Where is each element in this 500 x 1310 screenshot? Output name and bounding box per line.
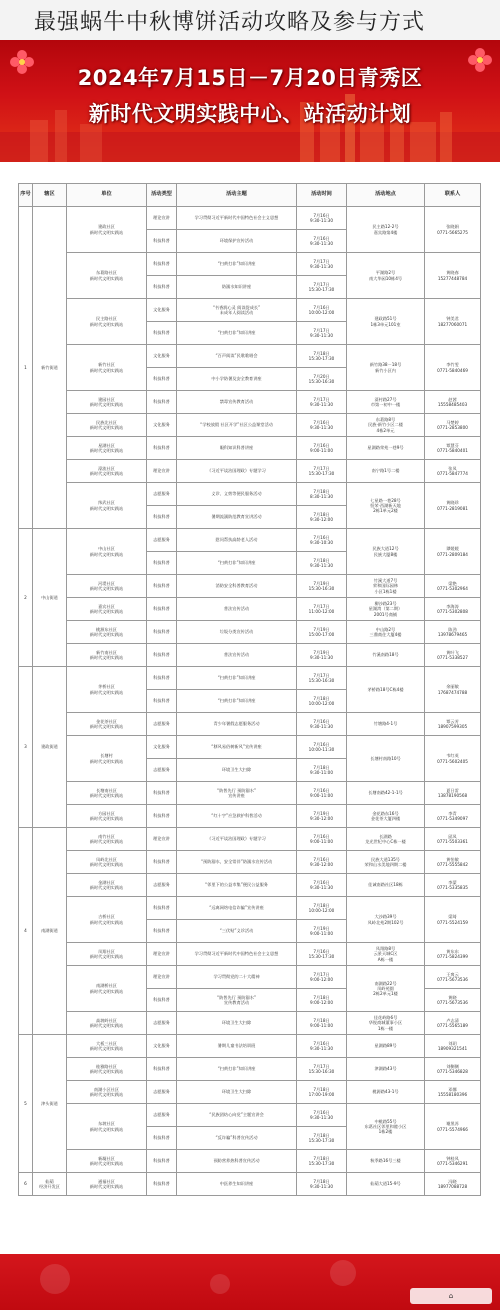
- cell-type: 科技科普: [147, 1058, 177, 1081]
- cell-theme: 环境卫生大扫除: [177, 759, 297, 782]
- cell-place: 民族大道135号 荣和山水美地四期二楼: [347, 851, 425, 874]
- cell-unit: 长塘南社区 新时代文明实践站: [67, 782, 147, 805]
- cell-place: 竹塘路4-1号: [347, 713, 425, 736]
- cell-place: 星湖路89号: [347, 1035, 425, 1058]
- header-contact: 联系人: [425, 184, 481, 207]
- cell-type: 理论宣讲: [147, 943, 177, 966]
- cell-time: 7月19日 15:00-17:00: [297, 621, 347, 644]
- cell-type: 科技科普: [147, 253, 177, 276]
- cell-time: 7月19日 15:30-16:30: [297, 575, 347, 598]
- cell-time: 7月17日 15:30-17:30: [297, 276, 347, 299]
- cell-contact: 邱凤 0771-5503361: [425, 828, 481, 851]
- cell-theme: “扫黄打非”知识讲座: [177, 552, 297, 575]
- cell-type: 科技科普: [147, 920, 177, 943]
- cell-theme: “百声阅读”民歌歌唱会: [177, 345, 297, 368]
- cell-theme: “扫黄打非”知识讲座: [177, 253, 297, 276]
- cell-place: 秋季路16号三楼: [347, 1150, 425, 1173]
- cell-theme: 学习贯彻党的二十大精神: [177, 966, 297, 989]
- cell-theme: “扫黄打非”知识讲座: [177, 322, 297, 345]
- cell-contact: 黄东东 0771-5824399: [425, 943, 481, 966]
- cell-district: 中山街道: [33, 529, 67, 667]
- cell-unit: 建园社区 新时代文明实践站: [67, 391, 147, 414]
- cell-unit: 南竹社区 新时代文明实践站: [67, 828, 147, 851]
- cell-seq: 4: [19, 828, 33, 1035]
- cell-place: 南宁路1号二楼: [347, 460, 425, 483]
- banner-title-line-1: 2024年7月15日－7月20日青秀区: [77, 66, 423, 90]
- table-row: [19, 414, 481, 437]
- cell-contact: 黄晓珍 0771-2819081: [425, 483, 481, 529]
- cell-type: 志愿服务: [147, 874, 177, 897]
- cell-time: 7月18日 10:00-12:00: [297, 690, 347, 713]
- table-row: [19, 828, 481, 851]
- cell-type: 科技科普: [147, 437, 177, 460]
- table-row: [19, 483, 481, 506]
- watermark-logo: ⌂: [410, 1288, 492, 1304]
- cell-place: 金花路东16号 金花茶大厦四楼: [347, 805, 425, 828]
- cell-theme: “预防溺水，安全常伴”防溺水宣传活动: [177, 851, 297, 874]
- cell-type: 文化服务: [147, 414, 177, 437]
- cell-time: 7月18日 9:30-11:00: [297, 759, 347, 782]
- cell-unit: 南湖小区社区 新时代文明实践站: [67, 1081, 147, 1104]
- cell-theme: 学习贯彻习近平新时代中国特色社会主义思想: [177, 207, 297, 230]
- cell-time: 7月16日 9:30-12:00: [297, 851, 347, 874]
- header-time: 活动时间: [297, 184, 347, 207]
- cell-contact: 李海涛 0771-5302808: [425, 598, 481, 621]
- cell-type: 理论宣讲: [147, 460, 177, 483]
- cell-unit: 东坡社区 新时代文明实践站: [67, 1104, 147, 1150]
- cell-time: 7月17日 9:30-11:30: [297, 322, 347, 345]
- cell-contact: 刘玥 18909321541: [425, 1035, 481, 1058]
- cell-theme: 慰问帮扶高龄老人活动: [177, 529, 297, 552]
- cell-theme: 眼科知识科普讲座: [177, 437, 297, 460]
- cell-type: 志愿服务: [147, 529, 177, 552]
- cell-time: 7月18日 9:30-11:30: [297, 1173, 347, 1196]
- table-header-row: [19, 184, 481, 207]
- cell-type: 科技科普: [147, 230, 177, 253]
- cell-unit: 新凝社区 新时代文明实践站: [67, 1150, 147, 1173]
- cell-contact: 冯晓 18977088728: [425, 1173, 481, 1196]
- cell-unit: 中山社区 新时代文明实践站: [67, 529, 147, 575]
- cell-type: 文化服务: [147, 299, 177, 322]
- cell-type: 科技科普: [147, 989, 177, 1012]
- cell-seq: 5: [19, 1035, 33, 1173]
- cell-place: 佳诚南路社区18栋: [347, 874, 425, 897]
- activity-schedule-table: [18, 183, 480, 1196]
- cell-type: 科技科普: [147, 667, 177, 690]
- cell-theme: 环境卫生大扫除: [177, 1081, 297, 1104]
- cell-time: 7月18日 9:00-11:00: [297, 1012, 347, 1035]
- cell-unit: 方园社区 新时代文明实践站: [67, 805, 147, 828]
- cell-theme: “远离网络电信诈骗”宣传讲座: [177, 897, 297, 920]
- cell-theme: 环境保护宣传活动: [177, 230, 297, 253]
- cell-unit: 凤岭北社区 新时代文明实践站: [67, 851, 147, 874]
- cell-type: 科技科普: [147, 322, 177, 345]
- table-row: [19, 207, 481, 230]
- table-row: [19, 437, 481, 460]
- table-row: [19, 805, 481, 828]
- table-row: [19, 1012, 481, 1035]
- header-theme: 活动主题: [177, 184, 297, 207]
- cell-unit: 金湖社区 新时代文明实践站: [67, 874, 147, 897]
- cell-type: 志愿服务: [147, 1104, 177, 1127]
- cell-contact: 马楚婷 0771-2853800: [425, 414, 481, 437]
- cell-place: 中山路2号 三鼎商住大厦4楼: [347, 621, 425, 644]
- cell-type: 志愿服务: [147, 1081, 177, 1104]
- table-row: [19, 713, 481, 736]
- cell-contact: 陈劲 13978679465: [425, 621, 481, 644]
- cell-time: 7月18日 10:00-12:00: [297, 897, 347, 920]
- cell-place: 长湖路 龙光世纪中心C栋一楼: [347, 828, 425, 851]
- cell-theme: “民族团结心向党”主题宣讲会: [177, 1104, 297, 1127]
- cell-type: 科技科普: [147, 1173, 177, 1196]
- cell-time: 7月16日 15:30-17:30: [297, 943, 347, 966]
- cell-place: 平湖路2号 南大华园10栋4号: [347, 253, 425, 299]
- cell-contact: 赵茜 15558485403: [425, 391, 481, 414]
- cell-seq: 1: [19, 207, 33, 529]
- cell-place: 长塘南路42-1-1号: [347, 782, 425, 805]
- cell-unit: 古桥社区 新时代文明实践站: [67, 897, 147, 943]
- table-row: [19, 874, 481, 897]
- cell-contact: 卢志清 0771-5565189: [425, 1012, 481, 1035]
- table-row: [19, 667, 481, 690]
- cell-type: 理论宣讲: [147, 966, 177, 989]
- cell-theme: 暑期儿童书法培训班: [177, 1035, 297, 1058]
- cell-type: 科技科普: [147, 851, 177, 874]
- cell-place: 七星路一巷28号 恒荣·西湖新天地 2栋1单元2楼: [347, 483, 425, 529]
- header-type: 活动类型: [147, 184, 177, 207]
- cell-unit: 民族北社区 新时代文明实践站: [67, 414, 147, 437]
- table-row: [19, 1173, 481, 1196]
- cell-time: 7月18日 15:30-17:30: [297, 345, 347, 368]
- cell-time: 7月18日 15:30-17:30: [297, 1150, 347, 1173]
- cell-type: 科技科普: [147, 552, 177, 575]
- cell-time: 7月16日 10:00-12:00: [297, 299, 347, 322]
- cell-unit: 新竹社区 新时代文明实践站: [67, 345, 147, 391]
- cell-theme: “移风易俗树新风”宣传讲座: [177, 736, 297, 759]
- cell-district: 津头街道: [33, 1035, 67, 1173]
- cell-place: 津湖路43号: [347, 1058, 425, 1081]
- cell-place: 建政路51号 1栋3单元101室: [347, 299, 425, 345]
- cell-time: 7月18日 15:30-17:30: [297, 1127, 347, 1150]
- cell-theme: “反诈骗”科普宣传活动: [177, 1127, 297, 1150]
- cell-contact: 余丽敏 17687474788: [425, 667, 481, 713]
- table-row: [19, 943, 481, 966]
- cell-place: 中桃路55号 东葛社区邻里和睦小区 1栋2楼: [347, 1104, 425, 1150]
- cell-theme: “防普先行 预防溺水” 宣传讲座: [177, 782, 297, 805]
- cell-type: 科技科普: [147, 782, 177, 805]
- cell-unit: 凤翔社区 新时代文明实践站: [67, 943, 147, 966]
- cell-contact: 覃云芳 18907599305: [425, 713, 481, 736]
- cell-unit: 东葛路社区 新时代文明实践站: [67, 253, 147, 299]
- cell-theme: 中医养生知识讲座: [177, 1173, 297, 1196]
- table-row: [19, 966, 481, 989]
- cell-time: 7月18日 9:30-11:30: [297, 552, 347, 575]
- cell-type: 科技科普: [147, 598, 177, 621]
- cell-type: 科技科普: [147, 644, 177, 667]
- table-row: [19, 897, 481, 920]
- cell-seq: 2: [19, 529, 33, 667]
- header-seq: 序号: [19, 184, 33, 207]
- table-row: [19, 598, 481, 621]
- footer-decoration: [0, 1254, 500, 1310]
- cell-contact: 钟桂凤 0771-5346291: [425, 1150, 481, 1173]
- cell-time: 7月18日 17:00-19:00: [297, 1081, 347, 1104]
- cell-place: 柳沙路23号 星湖湾（第二期） 2001号商铺: [347, 598, 425, 621]
- cell-contact: 谭媛媛 0771-2809184: [425, 529, 481, 575]
- cell-unit: 民主路社区 新时代文明实践站: [67, 299, 147, 345]
- cell-time: 7月19日 9:30-12:00: [297, 805, 347, 828]
- page-title: 最强蜗牛中秋博饼活动攻略及参与方式: [0, 0, 500, 40]
- cell-time: 7月19日 9:00-11:00: [297, 920, 347, 943]
- table-row: [19, 299, 481, 322]
- cell-unit: 嘉宾社区 新时代文明实践站: [67, 598, 147, 621]
- table-row: [19, 529, 481, 552]
- cell-unit: 星湖社区 新时代文明实践站: [67, 437, 147, 460]
- cell-unit: 新竹南社区 新时代文明实践站: [67, 644, 147, 667]
- cell-type: 科技科普: [147, 575, 177, 598]
- cell-contact: 黄晓 0771-5673536: [425, 989, 481, 1012]
- cell-unit: 大板三社区 新时代文明实践站: [67, 1035, 147, 1058]
- table-row: [19, 1081, 481, 1104]
- header-place: 活动地点: [347, 184, 425, 207]
- cell-type: 理论宣讲: [147, 207, 177, 230]
- cell-theme: “扫黄打非”知识讲座: [177, 690, 297, 713]
- cell-unit: 茅桥社区 新时代文明实践站: [67, 667, 147, 713]
- cell-theme: 普法宣传活动: [177, 598, 297, 621]
- cell-contact: 李竹雯 0771-5840469: [425, 345, 481, 391]
- cell-type: 志愿服务: [147, 759, 177, 782]
- cell-type: 文化服务: [147, 345, 177, 368]
- cell-place: 竹溪大道7号 荣和国际园林 小区1栋1楼: [347, 575, 425, 598]
- table-row: [19, 644, 481, 667]
- cell-contact: 韦红英 0771-5602405: [425, 736, 481, 782]
- cell-district: 仙葫 经济开发区: [33, 1173, 67, 1196]
- table-row: [19, 1104, 481, 1127]
- cell-time: 7月17日 15:30-16:30: [297, 667, 347, 690]
- cell-theme: 暑期流溺防范教育宣讲活动: [177, 506, 297, 529]
- cell-theme: 中小学防暑及安全教育讲座: [177, 368, 297, 391]
- cell-theme: 《习近平谈治国理政》专题学习: [177, 460, 297, 483]
- cell-time: 7月16日 10:00-11:30: [297, 736, 347, 759]
- cell-type: 志愿服务: [147, 713, 177, 736]
- cell-theme: “红十字”应急救护科普活动: [177, 805, 297, 828]
- cell-place: 新竹路38－18号 新竹小区内: [347, 345, 425, 391]
- cell-place: 长塘村南路10号: [347, 736, 425, 782]
- cell-time: 7月17日 9:30-11:30: [297, 391, 347, 414]
- cell-district: 新竹街道: [33, 207, 67, 529]
- cell-type: 科技科普: [147, 391, 177, 414]
- table-row: [19, 1035, 481, 1058]
- cell-theme: 青少年暑假志愿服务活动: [177, 713, 297, 736]
- table-row: [19, 345, 481, 368]
- cell-type: 文化服务: [147, 736, 177, 759]
- cell-unit: 南湖桥社区 新时代文明实践站: [67, 966, 147, 1012]
- cell-contact: 梁琦 0771-5524159: [425, 897, 481, 943]
- cell-theme: 学习贯彻习近平新时代中国特色社会主义思想: [177, 943, 297, 966]
- cell-place: 茅桥路18号C栋4楼: [347, 667, 425, 713]
- cell-time: 7月16日 9:30-11:30: [297, 713, 347, 736]
- cell-contact: 钟美君 18277060071: [425, 299, 481, 345]
- cell-contact: 梁艳 0771-5302964: [425, 575, 481, 598]
- cell-place: 仙葫大道15-9号: [347, 1173, 425, 1196]
- cell-type: 科技科普: [147, 506, 177, 529]
- cell-contact: 谢黑苏 0771-5574966: [425, 1104, 481, 1150]
- cell-theme: “三伏贴”义诊活动: [177, 920, 297, 943]
- cell-type: 科技科普: [147, 690, 177, 713]
- cell-type: 科技科普: [147, 897, 177, 920]
- table-row: [19, 460, 481, 483]
- cell-unit: 桃源东社区 新时代文明实践站: [67, 621, 147, 644]
- banner-title-line-2: 新时代文明实践中心、站活动计划: [88, 102, 412, 126]
- cell-unit: 桂雅路社区 新时代文明实践站: [67, 1058, 147, 1081]
- cell-theme: 预防营养热科普宣传活动: [177, 1150, 297, 1173]
- cell-contact: 覃慧芬 0771-5840401: [425, 437, 481, 460]
- cell-place: 大沙路39号 凤岭北苑2期102号: [347, 897, 425, 943]
- cell-place: 桃源路43-1号: [347, 1081, 425, 1104]
- cell-type: 科技科普: [147, 276, 177, 299]
- cell-time: 7月16日 9:30-11:30: [297, 874, 347, 897]
- cell-place: 凤翔路8号 云景天城C区 A栋一楼: [347, 943, 425, 966]
- cell-theme: 普法宣传活动: [177, 644, 297, 667]
- cell-time: 7月16日 9:30-10:30: [297, 529, 347, 552]
- cell-unit: 纬武社区 新时代文明实践站: [67, 483, 147, 529]
- cell-time: 7月19日 9:30-11:30: [297, 644, 347, 667]
- table-row: [19, 1058, 481, 1081]
- cell-type: 志愿服务: [147, 1012, 177, 1035]
- cell-type: 科技科普: [147, 368, 177, 391]
- table-row: [19, 621, 481, 644]
- table-row: [19, 782, 481, 805]
- cell-time: 7月17日 9:30-11:30: [297, 253, 347, 276]
- header-district: 辖区: [33, 184, 67, 207]
- cell-theme: 环境卫生大扫除: [177, 1012, 297, 1035]
- cell-theme: 义诊、义剪等便民服务活动: [177, 483, 297, 506]
- cell-seq: 3: [19, 667, 33, 828]
- cell-time: 7月16日 9:30-11:30: [297, 1104, 347, 1127]
- cell-unit: 河堤社区 新时代文明实践站: [67, 575, 147, 598]
- cell-contact: 张晓娟 0771-5665275: [425, 207, 481, 253]
- cell-time: 7月16日 9:30-11:30: [297, 414, 347, 437]
- cell-time: 7月16日 9:30-11:30: [297, 207, 347, 230]
- cell-time: 7月16日 9:00-11:00: [297, 437, 347, 460]
- cell-theme: “扫黄打非”知识讲座: [177, 1058, 297, 1081]
- cell-theme: 消防安全科普教育活动: [177, 575, 297, 598]
- cell-theme: “书香润心灵 阅读促成长” 未成年人阅读活动: [177, 299, 297, 322]
- cell-unit: 建政社区 新时代文明实践站: [67, 207, 147, 253]
- cell-type: 文化服务: [147, 1035, 177, 1058]
- cell-type: 科技科普: [147, 1127, 177, 1150]
- cell-time: 7月17日 15:30-16:30: [297, 1058, 347, 1081]
- cell-type: 理论宣讲: [147, 828, 177, 851]
- cell-type: 科技科普: [147, 1150, 177, 1173]
- cell-place: 佳花岭路6号 华锐商城董事小区 1栋一楼: [347, 1012, 425, 1035]
- cell-unit: 金花茶社区 新时代文明实践站: [67, 713, 147, 736]
- cell-place: 民主路12-2号 嘉宾路第4楼: [347, 207, 425, 253]
- cell-time: 7月16日 9:30-11:30: [297, 230, 347, 253]
- cell-time: 7月16日 9:00-11:00: [297, 828, 347, 851]
- cell-time: 7月17日 11:00-12:00: [297, 598, 347, 621]
- cell-contact: 张凤 0771-5847774: [425, 460, 481, 483]
- table-row: [19, 391, 481, 414]
- cell-time: 7月20日 15:30-16:30: [297, 368, 347, 391]
- cell-unit: 高坡岭社区 新时代文明实践站: [67, 1012, 147, 1035]
- cell-time: 7月16日 9:30-11:30: [297, 1035, 347, 1058]
- cell-theme: 防溺水知识讲座: [177, 276, 297, 299]
- cell-place: 星湖路荣苑一巷9号: [347, 437, 425, 460]
- cell-unit: 长塘村 新时代文明实践站: [67, 736, 147, 782]
- cell-time: 7月16日 9:00-11:00: [297, 782, 347, 805]
- cell-theme: 《习近平谈治国理政》专题学习: [177, 828, 297, 851]
- cell-contact: 李蒙 0771-5335835: [425, 874, 481, 897]
- cell-unit: 通福社区 新时代文明实践站: [67, 1173, 147, 1196]
- table-row: [19, 253, 481, 276]
- cell-place: 南湖路22号 凤岭苑園 2栋2单元1楼: [347, 966, 425, 1012]
- event-banner: [0, 40, 500, 162]
- cell-place: 东葛路8号 民族·新竹小区二楼 4栋2单元: [347, 414, 425, 437]
- cell-time: 7月17日 15:30-17:30: [297, 460, 347, 483]
- cell-contact: 李青 0771-5349097: [425, 805, 481, 828]
- cell-contact: 黄晓春 15277448784: [425, 253, 481, 299]
- table-row: [19, 736, 481, 759]
- table-row: [19, 1150, 481, 1173]
- cell-time: 7月18日 8:30-11:30: [297, 483, 347, 506]
- cell-contact: 黄怡敏 0771-5555842: [425, 851, 481, 874]
- cell-theme: “扫黄打非”知识讲座: [177, 667, 297, 690]
- cell-theme: “学校放假 社区开学”社区公益课堂活动: [177, 414, 297, 437]
- cell-seq: 6: [19, 1173, 33, 1196]
- cell-type: 科技科普: [147, 805, 177, 828]
- cell-contact: 邓娜 15558180396: [425, 1081, 481, 1104]
- header-unit: 单位: [67, 184, 147, 207]
- cell-district: 建政街道: [33, 667, 67, 828]
- cell-contact: 夏日雷 13878190568: [425, 782, 481, 805]
- cell-contact: 王爽云 0771-5673536: [425, 966, 481, 989]
- cell-place: 濠村路27号 市第一初中一楼: [347, 391, 425, 414]
- cell-theme: “邻里下的公益市集”便民公益服务: [177, 874, 297, 897]
- cell-type: 科技科普: [147, 621, 177, 644]
- cell-place: 竹溪南路18号: [347, 644, 425, 667]
- cell-district: 南湖街道: [33, 828, 67, 1035]
- cell-contact: 刘侧侧 0771-5346828: [425, 1058, 481, 1081]
- cell-theme: 垃圾分类宣传活动: [177, 621, 297, 644]
- cell-time: 7月17日 9:00-12:00: [297, 966, 347, 989]
- cell-type: 志愿服务: [147, 483, 177, 506]
- cell-time: 7月18日 9:00-12:00: [297, 989, 347, 1012]
- cell-time: 7月18日 9:30-12:00: [297, 506, 347, 529]
- cell-place: 民族大道12号 民族大厦8楼: [347, 529, 425, 575]
- table-row: [19, 575, 481, 598]
- table-row: [19, 851, 481, 874]
- cell-theme: 禁毒宣传教育活动: [177, 391, 297, 414]
- cell-theme: “防普先行 预防溺水” 宣传教育活动: [177, 989, 297, 1012]
- cell-unit: 濠流社区 新时代文明实践站: [67, 460, 147, 483]
- cell-contact: 黄叶飞 0771-5338527: [425, 644, 481, 667]
